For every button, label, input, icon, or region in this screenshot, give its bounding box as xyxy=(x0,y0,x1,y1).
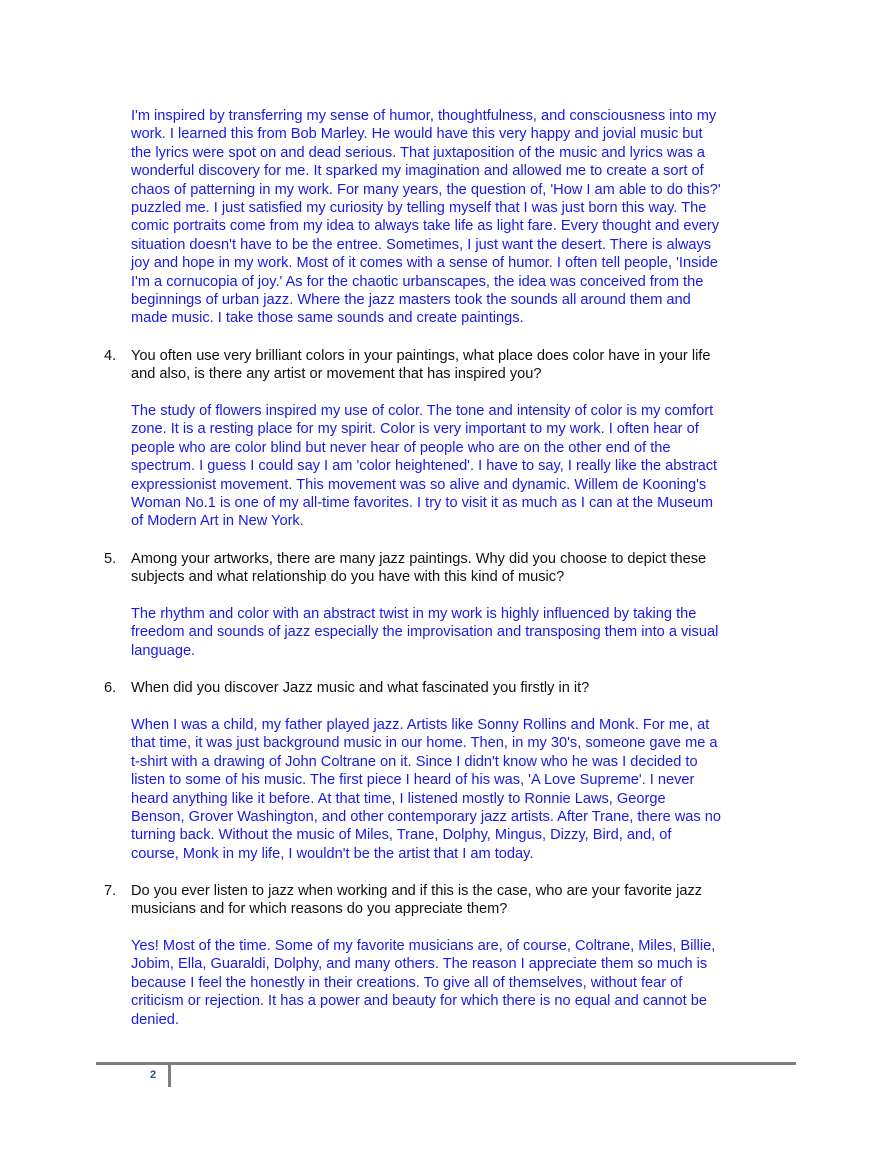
answer-paragraph-intro: I'm inspired by transferring my sense of humor, thoughtfulness, and consciousness into my work. I learned this from Bob Marley. He would have this very happy and jovial music but the lyrics were spot on and dead serious. That juxtaposition of the music and lyrics was a wonderful discovery for me. It sparked my imagination and allowed me to create a sort of chaos of patterning in my work. For many years, the question of, 'How I am able to do this?' puzzled me. I just satisfied my curiosity by telling myself that I was just born this way. The comic portraits come from my idea to always take life as light fare. Every thought and every situation doesn't have to be the entree. Sometimes, I just want the desert. There is always joy and hope in my work. Most of it comes with a sense of humor. I often tell people, 'Inside I'm a cornucopia of joy.' As for the chaotic urbanscapes, the idea was conceived from the beginnings of urban jazz. Where the jazz masters took the sounds all around them and made music. I take those same sounds and create paintings. xyxy=(131,108,721,327)
question-text: Among your artworks, there are many jazz paintings. Why did you choose to depict these subjects and what relationship do you have with this kind of music? xyxy=(131,551,707,586)
answer-paragraph-4: The study of flowers inspired my use of color. The tone and intensity of color is my comfort zone. It is a resting place for my spirit. Color is very important to my work. I often hear of people who are color blind but never hear of people who are on the other end of the spectrum. I guess I could say I am 'color heightened'. I have to say, I really like the abstract expressionist movement. This movement was so alive and dynamic. Willem de Kooning's Woman No.1 is one of my all-time favorites. I try to visit it as much as I can at the Museum of Modern Art in New York. xyxy=(131,403,718,530)
footer-rule xyxy=(96,1062,796,1065)
question-7 xyxy=(104,882,794,919)
question-4 xyxy=(104,347,794,384)
question-text: When did you discover Jazz music and what fascinated you firstly in it? xyxy=(131,680,590,696)
question-5 xyxy=(104,550,794,587)
question-text: You often use very brilliant colors in your paintings, what place does color have in your life and also, is there any artist or movement that has inspired you? xyxy=(131,348,711,383)
question-6 xyxy=(104,679,794,697)
answer-paragraph-5: The rhythm and color with an abstract twist in my work is highly influenced by taking the freedom and sounds of jazz especially the improvisation and transposing them into a visual language. xyxy=(131,606,719,659)
question-number: 4. xyxy=(104,348,117,364)
answer-paragraph-6: When I was a child, my father played jazz. Artists like Sonny Rollins and Monk. For me, at that time, it was just background music in our home. Then, in my 30's, someone gave me a t-shirt with a drawing of John Coltrane on it. Since I didn't know who he was I decided to listen to some of his music. The first piece I heard of his was, 'A Love Supreme'. I never heard anything like it before. At that time, I listened mostly to Ronnie Laws, George Benson, Grover Washington, and other contemporary jazz artists. After Trane, there was no turning back. Without the music of Miles, Trane, Dolphy, Mingus, Dizzy, Bird, and, of course, Monk in my life, I wouldn't be the artist that I am today. xyxy=(131,717,721,862)
footer-divider xyxy=(168,1065,171,1087)
question-number: 7. xyxy=(104,883,117,899)
question-number: 6. xyxy=(104,680,117,696)
page-number: 2 xyxy=(150,1069,157,1081)
question-number: 5. xyxy=(104,551,117,567)
question-text: Do you ever listen to jazz when working and if this is the case, who are your favorite jazz musicians and for which reasons do you appreciate them? xyxy=(131,883,703,918)
answer-paragraph-7: Yes! Most of the time. Some of my favorite musicians are, of course, Coltrane, Miles, Billie, Jobim, Ella, Guaraldi, Dolphy, and many others. The reason I appreciate them so much is because I feel the honestly in their creations. To give all of themselves, without fear of criticism or rejection. It has a power and beauty for which there is no equal and cannot be denied. xyxy=(131,938,716,1028)
